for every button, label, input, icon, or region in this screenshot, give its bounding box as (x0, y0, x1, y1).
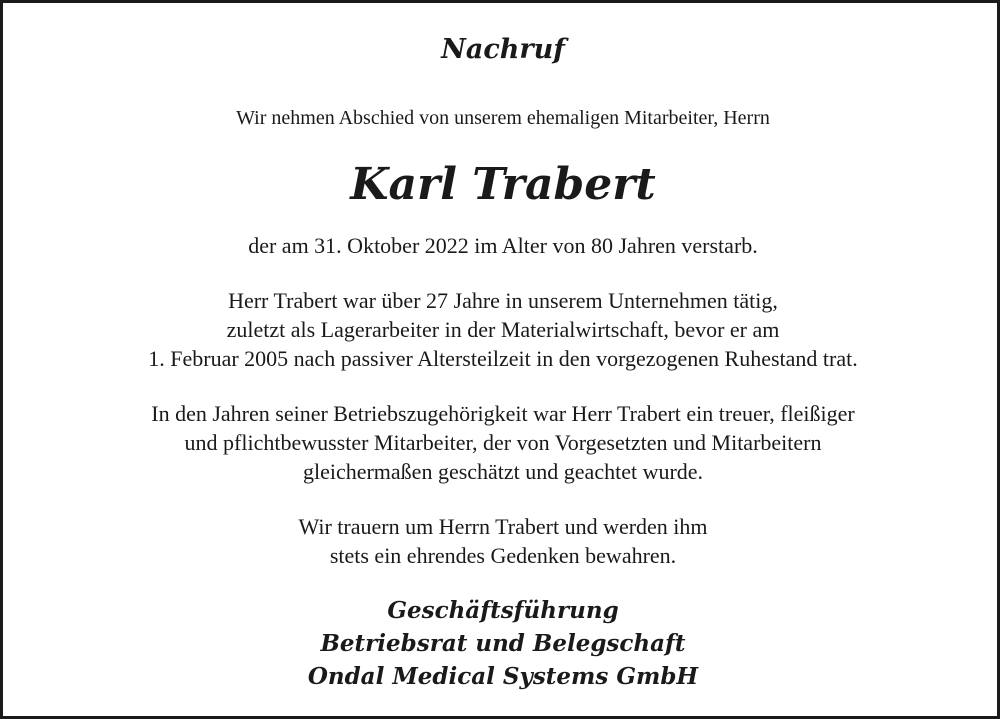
signature-company: Ondal Medical Systems GmbH (307, 663, 699, 690)
mourning-line-2: stets ein ehrendes Gedenken bewahren. (329, 543, 677, 568)
signature-works-council: Betriebsrat und Belegschaft (320, 630, 686, 657)
death-date-text: der am 31. Oktober 2022 im Alter von 80 Jahren verstarb. (248, 233, 758, 258)
career-line-2: zuletzt als Lagerarbeiter in der Materialwirtschaft, bevor er am (226, 317, 780, 342)
tribute-line-3: gleichermaßen geschätzt und geachtet wurde. (302, 459, 704, 484)
notice-heading: Nachruf (441, 34, 565, 65)
signature-management: Geschäftsführung (387, 597, 619, 624)
deceased-name: Karl Trabert (350, 159, 656, 210)
career-line-3: 1. Februar 2005 nach passiver Altersteilzeit in den vorgezogenen Ruhestand trat. (148, 346, 858, 371)
mourning-line-1: Wir trauern um Herrn Trabert und werden ihm (298, 514, 708, 539)
career-line-1: Herr Trabert war über 27 Jahre in unserem Unternehmen tätig, (228, 288, 778, 313)
tribute-line-2: und pflichtbewusster Mitarbeiter, der von Vorgesetzten und Mitarbeitern (184, 430, 822, 455)
tribute-line-1: In den Jahren seiner Betriebszugehörigkeit war Herr Trabert ein treuer, fleißiger (151, 401, 855, 426)
intro-text: Wir nehmen Abschied von unserem ehemaligen Mitarbeiter, Herrn (236, 107, 770, 129)
